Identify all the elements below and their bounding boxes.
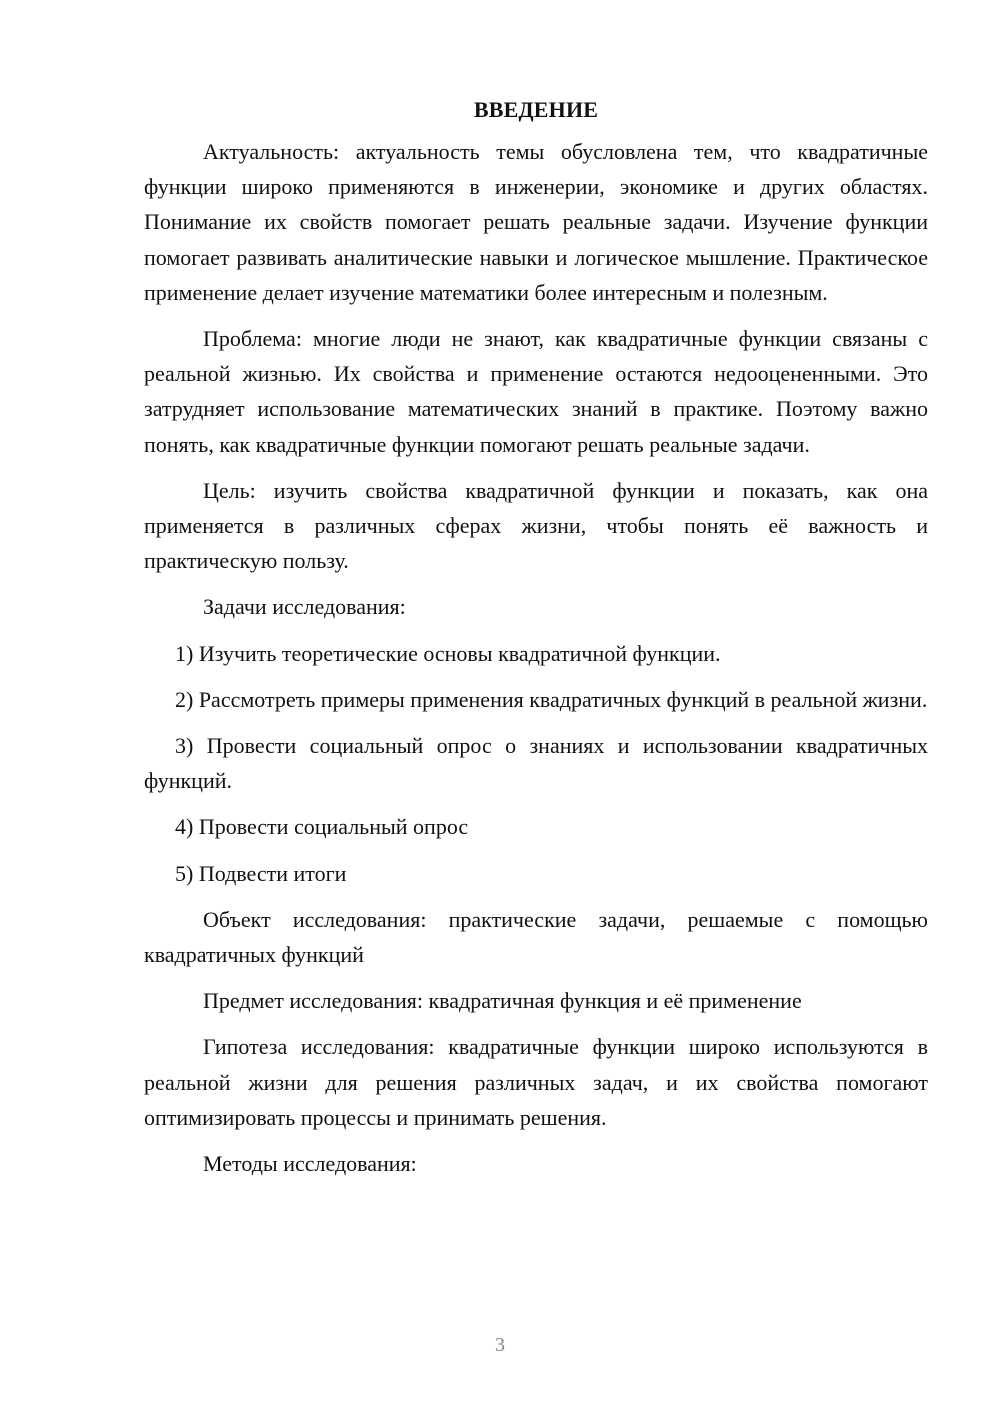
paragraph-object: Объект исследования: практические задачи, решаемые с помощью квадратичных функций	[144, 906, 928, 968]
list-item-task-5: 5) Подвести итоги	[175, 860, 347, 886]
paragraph-tasks-heading: Задачи исследования:	[203, 594, 406, 620]
paragraph-relevance: Актуальность: актуальность темы обусловлена тем, что квадратичные функции широко применяются в инженерии, экономике и других областях. Понимание их свойств помогает решать реальные задачи. Изучение функции помогает развивать аналитические навыки и логическое мышление. Практическое применение делает изучение математики более интересным и полезным.	[144, 139, 928, 305]
paragraph-hypothesis: Гипотеза исследования: квадратичные функции широко используются в реальной жизни для решения различных задач, и их свойства помогают оптимизировать процессы и принимать решения.	[144, 1034, 928, 1130]
list-item-task-1: 1) Изучить теоретические основы квадратичной функции.	[175, 640, 721, 666]
section-title: ВВЕДЕНИЕ	[473, 97, 599, 122]
paragraph-goal: Цель: изучить свойства квадратичной функции и показать, как она применяется в различных сферах жизни, чтобы понять её важность и практическую пользу.	[144, 477, 928, 574]
paragraph-methods: Методы исследования:	[203, 1151, 417, 1177]
list-item-task-4: 4) Провести социальный опрос	[175, 814, 469, 840]
page-number: 3	[495, 1334, 505, 1356]
document-page	[144, 92, 928, 1192]
paragraph-subject: Предмет исследования: квадратичная функция и её применение	[203, 988, 802, 1014]
paragraph-problem: Проблема: многие люди не знают, как квадратичные функции связаны с реальной жизнью. Их свойства и применение остаются недооцененными. Это затрудняет использование математических знаний в практике. Поэтому важно понять, как квадратичные функции помогают решать реальные задачи.	[144, 326, 928, 457]
list-item-task-3: 3) Провести социальный опрос о знаниях и использовании квадратичных функций.	[144, 733, 928, 794]
list-item-task-2: 2) Рассмотреть примеры применения квадратичных функций в реальной жизни.	[175, 686, 928, 712]
